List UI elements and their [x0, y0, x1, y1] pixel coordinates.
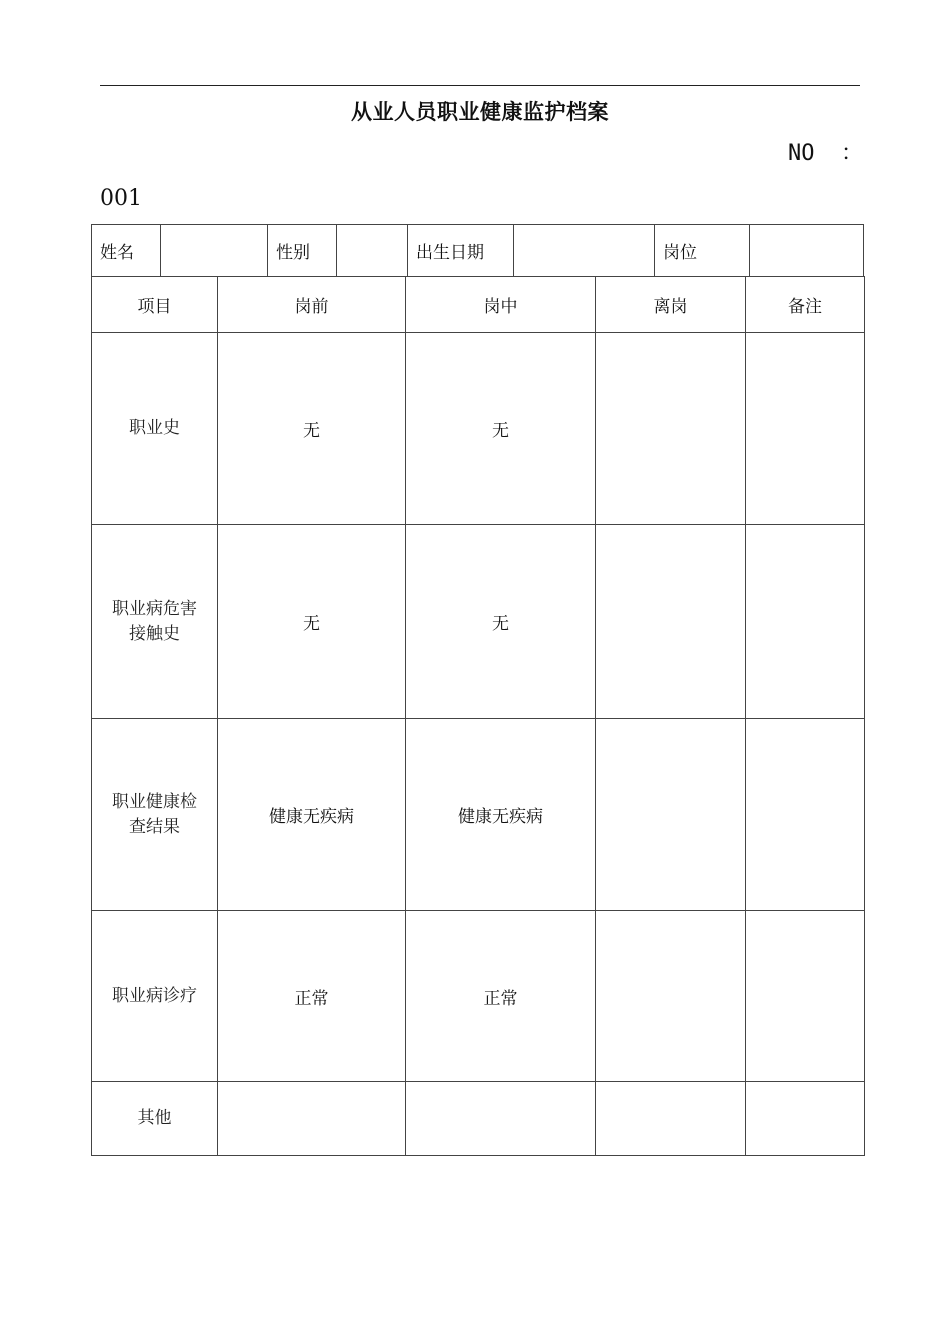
header-during-post: 岗中: [406, 277, 596, 333]
header-item: 项目: [92, 277, 218, 333]
during-post-cell[interactable]: 健康无疾病: [406, 719, 596, 911]
row-label-text: 职业史: [129, 418, 180, 438]
pre-post-cell[interactable]: [218, 1082, 406, 1156]
table-row: [92, 1082, 865, 1156]
during-post-cell[interactable]: 无: [406, 525, 596, 719]
row-label: [92, 911, 218, 1082]
document-title: 从业人员职业健康监护档案: [351, 99, 609, 124]
birth-date-field[interactable]: [514, 225, 655, 277]
serial-number: 001: [100, 186, 142, 211]
number-label: NO ：: [788, 141, 863, 166]
health-record-table: [91, 276, 865, 1156]
personal-info-row: [92, 225, 864, 277]
table-row: [92, 333, 865, 525]
row-label-text: 职业病诊疗: [112, 985, 197, 1006]
header-notes: 备注: [746, 277, 865, 333]
table-row: [92, 719, 865, 911]
table-header-row: [92, 277, 865, 333]
notes-cell[interactable]: [746, 1082, 865, 1156]
pre-post-cell[interactable]: 健康无疾病: [218, 719, 406, 911]
leave-post-cell[interactable]: [596, 525, 746, 719]
pre-post-cell[interactable]: 正常: [218, 911, 406, 1082]
birth-date-label: 出生日期: [408, 225, 514, 277]
header-leave-post: 离岗: [596, 277, 746, 333]
name-label: 姓名: [92, 225, 161, 277]
row-label: [92, 719, 218, 911]
leave-post-cell[interactable]: [596, 1082, 746, 1156]
pre-post-cell[interactable]: 无: [218, 525, 406, 719]
row-label-text: 职业病危害接触史: [112, 598, 197, 644]
row-label: [92, 333, 218, 525]
name-field[interactable]: [161, 225, 268, 277]
gender-field[interactable]: [337, 225, 408, 277]
row-label: [92, 525, 218, 719]
notes-cell[interactable]: [746, 719, 865, 911]
leave-post-cell[interactable]: [596, 911, 746, 1082]
leave-post-cell[interactable]: [596, 333, 746, 525]
notes-cell[interactable]: [746, 911, 865, 1082]
table-row: [92, 911, 865, 1082]
notes-cell[interactable]: [746, 333, 865, 525]
row-label-text: 职业健康检查结果: [112, 791, 197, 837]
personal-info-table: [91, 224, 864, 277]
header-rule: [100, 85, 860, 86]
row-label-text: 其他: [137, 1108, 172, 1128]
gender-label: 性别: [268, 225, 337, 277]
during-post-cell[interactable]: 正常: [406, 911, 596, 1082]
leave-post-cell[interactable]: [596, 719, 746, 911]
header-pre-post: 岗前: [218, 277, 406, 333]
post-field[interactable]: [750, 225, 864, 277]
pre-post-cell[interactable]: 无: [218, 333, 406, 525]
post-label: 岗位: [655, 225, 750, 277]
during-post-cell[interactable]: 无: [406, 333, 596, 525]
table-row: [92, 525, 865, 719]
during-post-cell[interactable]: [406, 1082, 596, 1156]
row-label: [92, 1082, 218, 1156]
notes-cell[interactable]: [746, 525, 865, 719]
